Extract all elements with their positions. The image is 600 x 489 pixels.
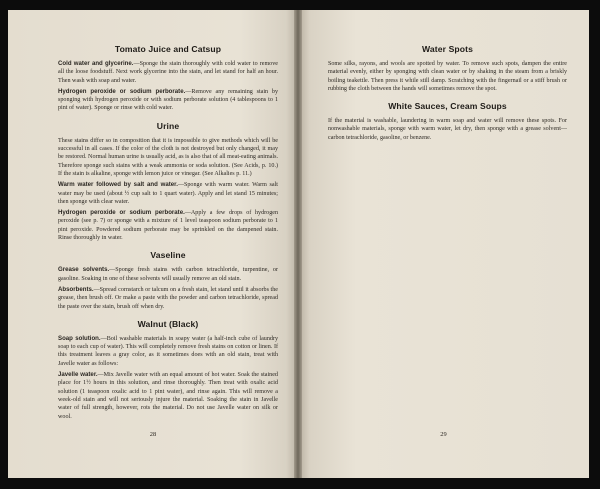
- paragraph-text: —Apply a few drops of hydrogen peroxide (see p. 7) or sponge with a mixture of 1 level teaspoon sodium perborate to 1 pint peroxide. Powdered sodium perborate may be sprinkled on the dampened stain. Rinse thoroughly in water.: [58, 210, 278, 242]
- section: [58, 250, 278, 310]
- paragraph-text: Some silks, rayons, and wools are spotted by water. To remove such spots, dampen the entire material evenly, either by sponging with clean water or by shaking in the steam from a briskly boiling teakettle. Then press it while still damp. Scratching with the fingernail or a stiff brush or rubbing the cloth between the hands will sometimes remove the spot.: [328, 61, 567, 92]
- section-title: Urine: [156, 120, 180, 131]
- paragraph-lead: Warm water followed by salt and water.: [58, 181, 178, 189]
- paragraph-lead: Hydrogen peroxide or sodium perborate.: [58, 209, 185, 217]
- left-page-number: 28: [149, 431, 157, 438]
- paragraph-lead: Cold water and glycerine.: [58, 60, 134, 67]
- paragraph: [328, 117, 567, 142]
- paragraph: [328, 60, 567, 93]
- section: [328, 101, 567, 142]
- paragraph-lead: Grease solvents.: [58, 266, 110, 274]
- paragraph-text: If the material is washable, laundering in warm soap and water will remove these spots. For nonwashable materials, sponge with warm water, let dry, then sponge with a grease solvent—carbon tetrachloride, gasoline, or benzene.: [328, 118, 567, 141]
- section: [58, 319, 278, 421]
- section-title: White Sauces, Cream Soups: [388, 101, 507, 112]
- paragraph: [58, 335, 278, 368]
- section-title: Walnut (Black): [137, 318, 199, 329]
- paragraph: [58, 286, 278, 311]
- paragraph-text: —Spread cornstarch or talcum on a fresh stain, let stand until it absorbs the grease, then brush off. Or make a paste with the powder and carbon tetrachloride, spread the paste over the stain, brush off when dry.: [58, 286, 278, 310]
- paragraph-text: —Boil washable materials in soapy water (a half-inch cube of laundry soap to each cup of water). This will completely remove fresh stains on cotton or linen. If this treatment leaves a gray color, as it sometimes does with an old stain, treat with Javelle water as follows:: [58, 335, 278, 367]
- paragraph: [58, 137, 278, 178]
- paragraph: [58, 88, 278, 113]
- paragraph-lead: Soap solution.: [58, 334, 101, 342]
- paragraph: [58, 209, 278, 242]
- paragraph-text: These stains differ so in composition that it is impossible to give methods which will be successful in all cases. If the color of the cloth is not destroyed but only changed, it may be restored. Normal human urine is usually acid, as is also that of all meat-eating animals. Therefore sponge such stains with a weak ammonia or soda solution. (See Acids, p. 10.) If the stain is alkaline, sponge with lemon juice or vinegar. (See Alkalies p. 11.): [58, 137, 278, 177]
- paragraph: [58, 60, 278, 85]
- paragraph-text: —Sponge the stain thoroughly with cold water to remove all the loose foodstuff. Next work glycerine into the stain, and let stand for half an hour. Then wash with soap and water.: [58, 61, 278, 84]
- paragraph-text: —Mix Javelle water with an equal amount of hot water. Soak the stained place for 1½ hours in this solution, and rinse thoroughly. Then treat with oxalic acid solution (1 teaspoon oxalic acid to 1 pint water), and rinse again. This will remove a week-old stain and will not seriously injure the material. Soaking the stain in Javelle water of full strength, however, rots the material. Do not use Javelle water on silk or wool.: [58, 372, 278, 420]
- section-title: Water Spots: [422, 44, 473, 54]
- book-gutter: [294, 10, 302, 478]
- section-title: Vaseline: [150, 250, 186, 261]
- paragraph: [58, 371, 278, 421]
- paragraph-lead: Absorbents.: [58, 285, 94, 293]
- left-page-content: [58, 44, 278, 421]
- right-page: [298, 10, 589, 478]
- paragraph: [58, 266, 278, 283]
- paragraph-text: —Sponge fresh stains with carbon tetrachloride, turpentine, or gasoline. Soaking in one of these solvents will usually remove an old stain.: [58, 267, 278, 282]
- section: [58, 121, 278, 243]
- right-page-number: 29: [440, 431, 447, 438]
- paragraph-text: —Sponge with warm water. Warm salt water may be used (about ½ cup salt to 1 quart water). Apply and let stand 15 minutes; then sponge with clear water.: [58, 182, 278, 205]
- paragraph-lead: Hydrogen peroxide or sodium perborate.: [58, 87, 186, 95]
- right-page-content: [328, 44, 567, 142]
- paragraph-text: —Remove any remaining stain by sponging with hydrogen peroxide or with sodium perborate solution (4 tablespoons to 1 pint of water). Sponge or rinse with cold water.: [58, 88, 278, 112]
- section-title: Tomato Juice and Catsup: [114, 44, 222, 54]
- paragraph-lead: Javelle water.: [58, 371, 98, 379]
- section: [58, 44, 278, 113]
- paragraph: [58, 181, 278, 206]
- section: [328, 44, 567, 93]
- left-page: [8, 10, 298, 478]
